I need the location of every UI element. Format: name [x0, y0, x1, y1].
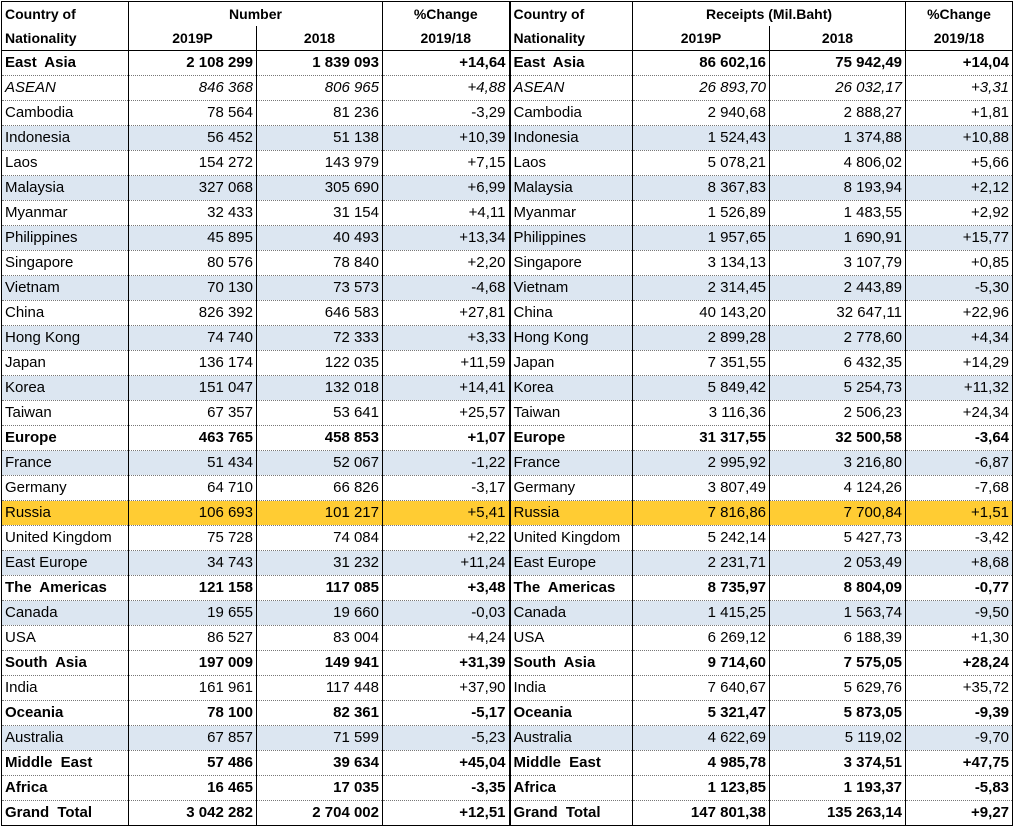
receipts-2019-cell: 2 899,28 — [633, 326, 770, 351]
table-row — [2, 101, 1013, 126]
country-cell-right: India — [510, 676, 633, 701]
number-change-cell: +4,24 — [383, 626, 510, 651]
number-2019-cell: 136 174 — [129, 351, 257, 376]
receipts-change-cell: -9,39 — [906, 701, 1013, 726]
number-2018-cell: 51 138 — [257, 126, 383, 151]
receipts-2019-cell: 26 893,70 — [633, 76, 770, 101]
table-row — [2, 151, 1013, 176]
receipts-2019-cell: 7 816,86 — [633, 501, 770, 526]
receipts-2019-cell: 40 143,20 — [633, 301, 770, 326]
number-2019-cell: 463 765 — [129, 426, 257, 451]
country-cell-right: ASEAN — [510, 76, 633, 101]
receipts-2019-cell: 2 231,71 — [633, 551, 770, 576]
table-row — [2, 551, 1013, 576]
country-cell-right: Myanmar — [510, 201, 633, 226]
receipts-2019-cell: 2 940,68 — [633, 101, 770, 126]
receipts-2018-cell: 75 942,49 — [770, 51, 906, 76]
country-cell: Japan — [2, 351, 129, 376]
country-cell-right: Taiwan — [510, 401, 633, 426]
receipts-2018-cell: 1 374,88 — [770, 126, 906, 151]
number-change-cell: +14,41 — [383, 376, 510, 401]
country-cell-right: Korea — [510, 376, 633, 401]
receipts-2018-cell: 2 506,23 — [770, 401, 906, 426]
number-change-cell: +37,90 — [383, 676, 510, 701]
number-2018-cell: 39 634 — [257, 751, 383, 776]
receipts-2018-cell: 5 119,02 — [770, 726, 906, 751]
number-2018-cell: 117 085 — [257, 576, 383, 601]
left-2019-header: 2019P — [129, 26, 257, 51]
receipts-2019-cell: 1 526,89 — [633, 201, 770, 226]
receipts-change-cell: +15,77 — [906, 226, 1013, 251]
country-cell: Korea — [2, 376, 129, 401]
receipts-2019-cell: 8 735,97 — [633, 576, 770, 601]
table-row — [2, 651, 1013, 676]
country-cell-right: Europe — [510, 426, 633, 451]
receipts-2018-cell: 2 888,27 — [770, 101, 906, 126]
country-cell: India — [2, 676, 129, 701]
country-cell: Vietnam — [2, 276, 129, 301]
receipts-2019-cell: 3 134,13 — [633, 251, 770, 276]
table-row — [2, 601, 1013, 626]
receipts-change-cell: +11,32 — [906, 376, 1013, 401]
number-2018-cell: 66 826 — [257, 476, 383, 501]
right-2018-header: 2018 — [770, 26, 906, 51]
right-period-header: 2019/18 — [906, 26, 1013, 51]
header-row-2 — [2, 26, 1013, 51]
number-2019-cell: 64 710 — [129, 476, 257, 501]
table-row — [2, 226, 1013, 251]
country-cell: The Americas — [2, 576, 129, 601]
receipts-2018-cell: 1 690,91 — [770, 226, 906, 251]
number-2019-cell: 80 576 — [129, 251, 257, 276]
receipts-2018-cell: 2 778,60 — [770, 326, 906, 351]
receipts-2019-cell: 3 807,49 — [633, 476, 770, 501]
table-row — [2, 201, 1013, 226]
table-row — [2, 626, 1013, 651]
number-2019-cell: 67 357 — [129, 401, 257, 426]
number-2019-cell: 154 272 — [129, 151, 257, 176]
number-2019-cell: 2 108 299 — [129, 51, 257, 76]
country-cell-right: Germany — [510, 476, 633, 501]
receipts-change-cell: -0,77 — [906, 576, 1013, 601]
number-2018-cell: 122 035 — [257, 351, 383, 376]
country-cell-right: Laos — [510, 151, 633, 176]
country-cell-right: Singapore — [510, 251, 633, 276]
number-2019-cell: 74 740 — [129, 326, 257, 351]
receipts-change-cell: +9,27 — [906, 801, 1013, 826]
number-change-cell: -3,17 — [383, 476, 510, 501]
right-2019-header: 2019P — [633, 26, 770, 51]
receipts-2018-cell: 8 804,09 — [770, 576, 906, 601]
country-cell: Laos — [2, 151, 129, 176]
number-change-cell: +11,24 — [383, 551, 510, 576]
receipts-2018-cell: 1 193,37 — [770, 776, 906, 801]
number-change-cell: +31,39 — [383, 651, 510, 676]
receipts-2019-cell: 2 314,45 — [633, 276, 770, 301]
number-2019-cell: 106 693 — [129, 501, 257, 526]
number-change-cell: +4,88 — [383, 76, 510, 101]
number-change-cell: +27,81 — [383, 301, 510, 326]
table-row — [2, 326, 1013, 351]
number-change-cell: +3,33 — [383, 326, 510, 351]
receipts-change-cell: +3,31 — [906, 76, 1013, 101]
receipts-change-cell: +47,75 — [906, 751, 1013, 776]
left-nationality-header: Nationality — [2, 26, 129, 51]
table-row — [2, 451, 1013, 476]
country-cell-right: East Asia — [510, 51, 633, 76]
number-2018-cell: 78 840 — [257, 251, 383, 276]
number-2019-cell: 70 130 — [129, 276, 257, 301]
number-2018-cell: 31 154 — [257, 201, 383, 226]
receipts-2018-cell: 2 443,89 — [770, 276, 906, 301]
country-cell-right: United Kingdom — [510, 526, 633, 551]
number-change-cell: -3,35 — [383, 776, 510, 801]
receipts-change-cell: +8,68 — [906, 551, 1013, 576]
left-change-header: %Change — [383, 2, 510, 27]
country-cell: Myanmar — [2, 201, 129, 226]
number-change-cell: -5,17 — [383, 701, 510, 726]
table-row — [2, 501, 1013, 526]
number-2019-cell: 57 486 — [129, 751, 257, 776]
number-2018-cell: 143 979 — [257, 151, 383, 176]
table-row — [2, 251, 1013, 276]
country-cell-right: The Americas — [510, 576, 633, 601]
country-cell-right: Hong Kong — [510, 326, 633, 351]
number-2018-cell: 646 583 — [257, 301, 383, 326]
table-body — [2, 51, 1013, 826]
receipts-change-cell: -9,50 — [906, 601, 1013, 626]
number-2018-cell: 83 004 — [257, 626, 383, 651]
country-cell: Africa — [2, 776, 129, 801]
country-cell: France — [2, 451, 129, 476]
receipts-change-cell: -7,68 — [906, 476, 1013, 501]
table-row — [2, 676, 1013, 701]
country-cell: USA — [2, 626, 129, 651]
table-row — [2, 301, 1013, 326]
number-2019-cell: 197 009 — [129, 651, 257, 676]
receipts-change-cell: -5,30 — [906, 276, 1013, 301]
receipts-change-cell: +35,72 — [906, 676, 1013, 701]
header-row-1 — [2, 2, 1013, 27]
country-cell-right: USA — [510, 626, 633, 651]
country-cell-right: China — [510, 301, 633, 326]
receipts-2018-cell: 3 216,80 — [770, 451, 906, 476]
country-cell-right: Cambodia — [510, 101, 633, 126]
country-cell: Middle East — [2, 751, 129, 776]
receipts-2018-cell: 26 032,17 — [770, 76, 906, 101]
country-cell-right: Malaysia — [510, 176, 633, 201]
country-cell-right: Africa — [510, 776, 633, 801]
country-cell-right: France — [510, 451, 633, 476]
table-row — [2, 426, 1013, 451]
number-header: Number — [129, 2, 383, 27]
number-2018-cell: 1 839 093 — [257, 51, 383, 76]
country-cell-right: Australia — [510, 726, 633, 751]
country-cell: Malaysia — [2, 176, 129, 201]
number-2019-cell: 151 047 — [129, 376, 257, 401]
country-cell-right: Russia — [510, 501, 633, 526]
table-row — [2, 476, 1013, 501]
receipts-change-cell: +24,34 — [906, 401, 1013, 426]
number-2018-cell: 806 965 — [257, 76, 383, 101]
number-change-cell: +2,22 — [383, 526, 510, 551]
number-2018-cell: 82 361 — [257, 701, 383, 726]
receipts-2019-cell: 1 957,65 — [633, 226, 770, 251]
receipts-2019-cell: 7 640,67 — [633, 676, 770, 701]
receipts-2018-cell: 7 700,84 — [770, 501, 906, 526]
receipts-change-cell: -9,70 — [906, 726, 1013, 751]
number-change-cell: +7,15 — [383, 151, 510, 176]
table-row — [2, 276, 1013, 301]
receipts-2019-cell: 5 078,21 — [633, 151, 770, 176]
receipts-2018-cell: 4 124,26 — [770, 476, 906, 501]
number-2018-cell: 305 690 — [257, 176, 383, 201]
number-2019-cell: 78 100 — [129, 701, 257, 726]
left-2018-header: 2018 — [257, 26, 383, 51]
receipts-2019-cell: 2 995,92 — [633, 451, 770, 476]
receipts-2018-cell: 5 873,05 — [770, 701, 906, 726]
number-2019-cell: 51 434 — [129, 451, 257, 476]
receipts-2018-cell: 5 254,73 — [770, 376, 906, 401]
number-2019-cell: 34 743 — [129, 551, 257, 576]
receipts-change-cell: +1,30 — [906, 626, 1013, 651]
number-2018-cell: 31 232 — [257, 551, 383, 576]
table-row — [2, 751, 1013, 776]
receipts-2018-cell: 6 432,35 — [770, 351, 906, 376]
receipts-2019-cell: 6 269,12 — [633, 626, 770, 651]
receipts-header: Receipts (Mil.Baht) — [633, 2, 906, 27]
right-country-header: Country of — [510, 2, 633, 27]
country-cell: Russia — [2, 501, 129, 526]
number-2018-cell: 73 573 — [257, 276, 383, 301]
number-2019-cell: 78 564 — [129, 101, 257, 126]
country-cell-right: Philippines — [510, 226, 633, 251]
number-2018-cell: 72 333 — [257, 326, 383, 351]
receipts-change-cell: +4,34 — [906, 326, 1013, 351]
number-2019-cell: 826 392 — [129, 301, 257, 326]
number-change-cell: +3,48 — [383, 576, 510, 601]
number-2018-cell: 149 941 — [257, 651, 383, 676]
number-2018-cell: 74 084 — [257, 526, 383, 551]
receipts-2018-cell: 3 107,79 — [770, 251, 906, 276]
table-row — [2, 351, 1013, 376]
number-2018-cell: 81 236 — [257, 101, 383, 126]
country-cell-right: Japan — [510, 351, 633, 376]
receipts-2018-cell: 8 193,94 — [770, 176, 906, 201]
number-2019-cell: 32 433 — [129, 201, 257, 226]
number-change-cell: +45,04 — [383, 751, 510, 776]
country-cell: Singapore — [2, 251, 129, 276]
table-row — [2, 701, 1013, 726]
receipts-2018-cell: 1 483,55 — [770, 201, 906, 226]
number-2018-cell: 71 599 — [257, 726, 383, 751]
receipts-2019-cell: 3 116,36 — [633, 401, 770, 426]
receipts-2019-cell: 86 602,16 — [633, 51, 770, 76]
number-2018-cell: 2 704 002 — [257, 801, 383, 826]
left-period-header: 2019/18 — [383, 26, 510, 51]
receipts-change-cell: -3,64 — [906, 426, 1013, 451]
table-row — [2, 801, 1013, 826]
receipts-change-cell: +0,85 — [906, 251, 1013, 276]
country-cell: Canada — [2, 601, 129, 626]
receipts-change-cell: -5,83 — [906, 776, 1013, 801]
number-change-cell: +13,34 — [383, 226, 510, 251]
receipts-change-cell: -3,42 — [906, 526, 1013, 551]
receipts-change-cell: +5,66 — [906, 151, 1013, 176]
number-2019-cell: 86 527 — [129, 626, 257, 651]
tourism-stats-table — [1, 1, 1013, 826]
number-2019-cell: 45 895 — [129, 226, 257, 251]
number-2019-cell: 161 961 — [129, 676, 257, 701]
receipts-2019-cell: 1 123,85 — [633, 776, 770, 801]
receipts-2019-cell: 147 801,38 — [633, 801, 770, 826]
number-change-cell: -4,68 — [383, 276, 510, 301]
number-change-cell: +6,99 — [383, 176, 510, 201]
number-2019-cell: 16 465 — [129, 776, 257, 801]
receipts-change-cell: +22,96 — [906, 301, 1013, 326]
number-2019-cell: 121 158 — [129, 576, 257, 601]
receipts-2018-cell: 3 374,51 — [770, 751, 906, 776]
table-row — [2, 726, 1013, 751]
country-cell: South Asia — [2, 651, 129, 676]
country-cell-right: Middle East — [510, 751, 633, 776]
table-row — [2, 376, 1013, 401]
country-cell-right: Vietnam — [510, 276, 633, 301]
country-cell-right: Canada — [510, 601, 633, 626]
receipts-2019-cell: 4 985,78 — [633, 751, 770, 776]
receipts-2019-cell: 7 351,55 — [633, 351, 770, 376]
country-cell: East Europe — [2, 551, 129, 576]
country-cell: ASEAN — [2, 76, 129, 101]
number-change-cell: +4,11 — [383, 201, 510, 226]
receipts-2018-cell: 5 629,76 — [770, 676, 906, 701]
country-cell-right: East Europe — [510, 551, 633, 576]
number-2018-cell: 117 448 — [257, 676, 383, 701]
receipts-2018-cell: 4 806,02 — [770, 151, 906, 176]
table-row — [2, 401, 1013, 426]
right-nationality-header: Nationality — [510, 26, 633, 51]
receipts-change-cell: -6,87 — [906, 451, 1013, 476]
receipts-change-cell: +28,24 — [906, 651, 1013, 676]
number-change-cell: +12,51 — [383, 801, 510, 826]
table-row — [2, 76, 1013, 101]
receipts-change-cell: +1,81 — [906, 101, 1013, 126]
table-row — [2, 776, 1013, 801]
number-2018-cell: 19 660 — [257, 601, 383, 626]
number-change-cell: -0,03 — [383, 601, 510, 626]
receipts-2018-cell: 1 563,74 — [770, 601, 906, 626]
number-2018-cell: 17 035 — [257, 776, 383, 801]
receipts-2018-cell: 32 647,11 — [770, 301, 906, 326]
number-2019-cell: 3 042 282 — [129, 801, 257, 826]
number-2018-cell: 53 641 — [257, 401, 383, 426]
country-cell: Germany — [2, 476, 129, 501]
receipts-change-cell: +10,88 — [906, 126, 1013, 151]
receipts-2019-cell: 5 849,42 — [633, 376, 770, 401]
receipts-2018-cell: 6 188,39 — [770, 626, 906, 651]
country-cell: Grand Total — [2, 801, 129, 826]
number-2018-cell: 40 493 — [257, 226, 383, 251]
table-row — [2, 51, 1013, 76]
receipts-2019-cell: 5 242,14 — [633, 526, 770, 551]
number-2019-cell: 327 068 — [129, 176, 257, 201]
number-change-cell: -3,29 — [383, 101, 510, 126]
receipts-2019-cell: 8 367,83 — [633, 176, 770, 201]
number-change-cell: +11,59 — [383, 351, 510, 376]
right-change-header: %Change — [906, 2, 1013, 27]
country-cell: Cambodia — [2, 101, 129, 126]
number-2018-cell: 132 018 — [257, 376, 383, 401]
table-row — [2, 526, 1013, 551]
receipts-2019-cell: 1 524,43 — [633, 126, 770, 151]
number-change-cell: +14,64 — [383, 51, 510, 76]
table-row — [2, 576, 1013, 601]
number-2019-cell: 846 368 — [129, 76, 257, 101]
number-2019-cell: 75 728 — [129, 526, 257, 551]
country-cell-right: South Asia — [510, 651, 633, 676]
receipts-change-cell: +14,04 — [906, 51, 1013, 76]
country-cell: Australia — [2, 726, 129, 751]
country-cell: China — [2, 301, 129, 326]
number-change-cell: +25,57 — [383, 401, 510, 426]
number-change-cell: +2,20 — [383, 251, 510, 276]
receipts-2018-cell: 2 053,49 — [770, 551, 906, 576]
number-2019-cell: 19 655 — [129, 601, 257, 626]
country-cell: United Kingdom — [2, 526, 129, 551]
number-change-cell: +1,07 — [383, 426, 510, 451]
receipts-change-cell: +2,12 — [906, 176, 1013, 201]
receipts-2018-cell: 32 500,58 — [770, 426, 906, 451]
country-cell-right: Grand Total — [510, 801, 633, 826]
receipts-2019-cell: 31 317,55 — [633, 426, 770, 451]
country-cell-right: Oceania — [510, 701, 633, 726]
receipts-2018-cell: 7 575,05 — [770, 651, 906, 676]
receipts-change-cell: +1,51 — [906, 501, 1013, 526]
number-2019-cell: 56 452 — [129, 126, 257, 151]
country-cell: Oceania — [2, 701, 129, 726]
number-2018-cell: 101 217 — [257, 501, 383, 526]
country-cell: Philippines — [2, 226, 129, 251]
number-change-cell: -5,23 — [383, 726, 510, 751]
receipts-2019-cell: 4 622,69 — [633, 726, 770, 751]
receipts-2018-cell: 135 263,14 — [770, 801, 906, 826]
left-country-header: Country of — [2, 2, 129, 27]
country-cell: Taiwan — [2, 401, 129, 426]
number-change-cell: +10,39 — [383, 126, 510, 151]
receipts-2019-cell: 9 714,60 — [633, 651, 770, 676]
table-row — [2, 126, 1013, 151]
country-cell: East Asia — [2, 51, 129, 76]
receipts-change-cell: +2,92 — [906, 201, 1013, 226]
country-cell: Hong Kong — [2, 326, 129, 351]
receipts-2019-cell: 5 321,47 — [633, 701, 770, 726]
receipts-change-cell: +14,29 — [906, 351, 1013, 376]
table-row — [2, 176, 1013, 201]
number-change-cell: +5,41 — [383, 501, 510, 526]
receipts-2018-cell: 5 427,73 — [770, 526, 906, 551]
number-2018-cell: 458 853 — [257, 426, 383, 451]
number-change-cell: -1,22 — [383, 451, 510, 476]
number-2018-cell: 52 067 — [257, 451, 383, 476]
country-cell: Indonesia — [2, 126, 129, 151]
country-cell: Europe — [2, 426, 129, 451]
receipts-2019-cell: 1 415,25 — [633, 601, 770, 626]
number-2019-cell: 67 857 — [129, 726, 257, 751]
country-cell-right: Indonesia — [510, 126, 633, 151]
